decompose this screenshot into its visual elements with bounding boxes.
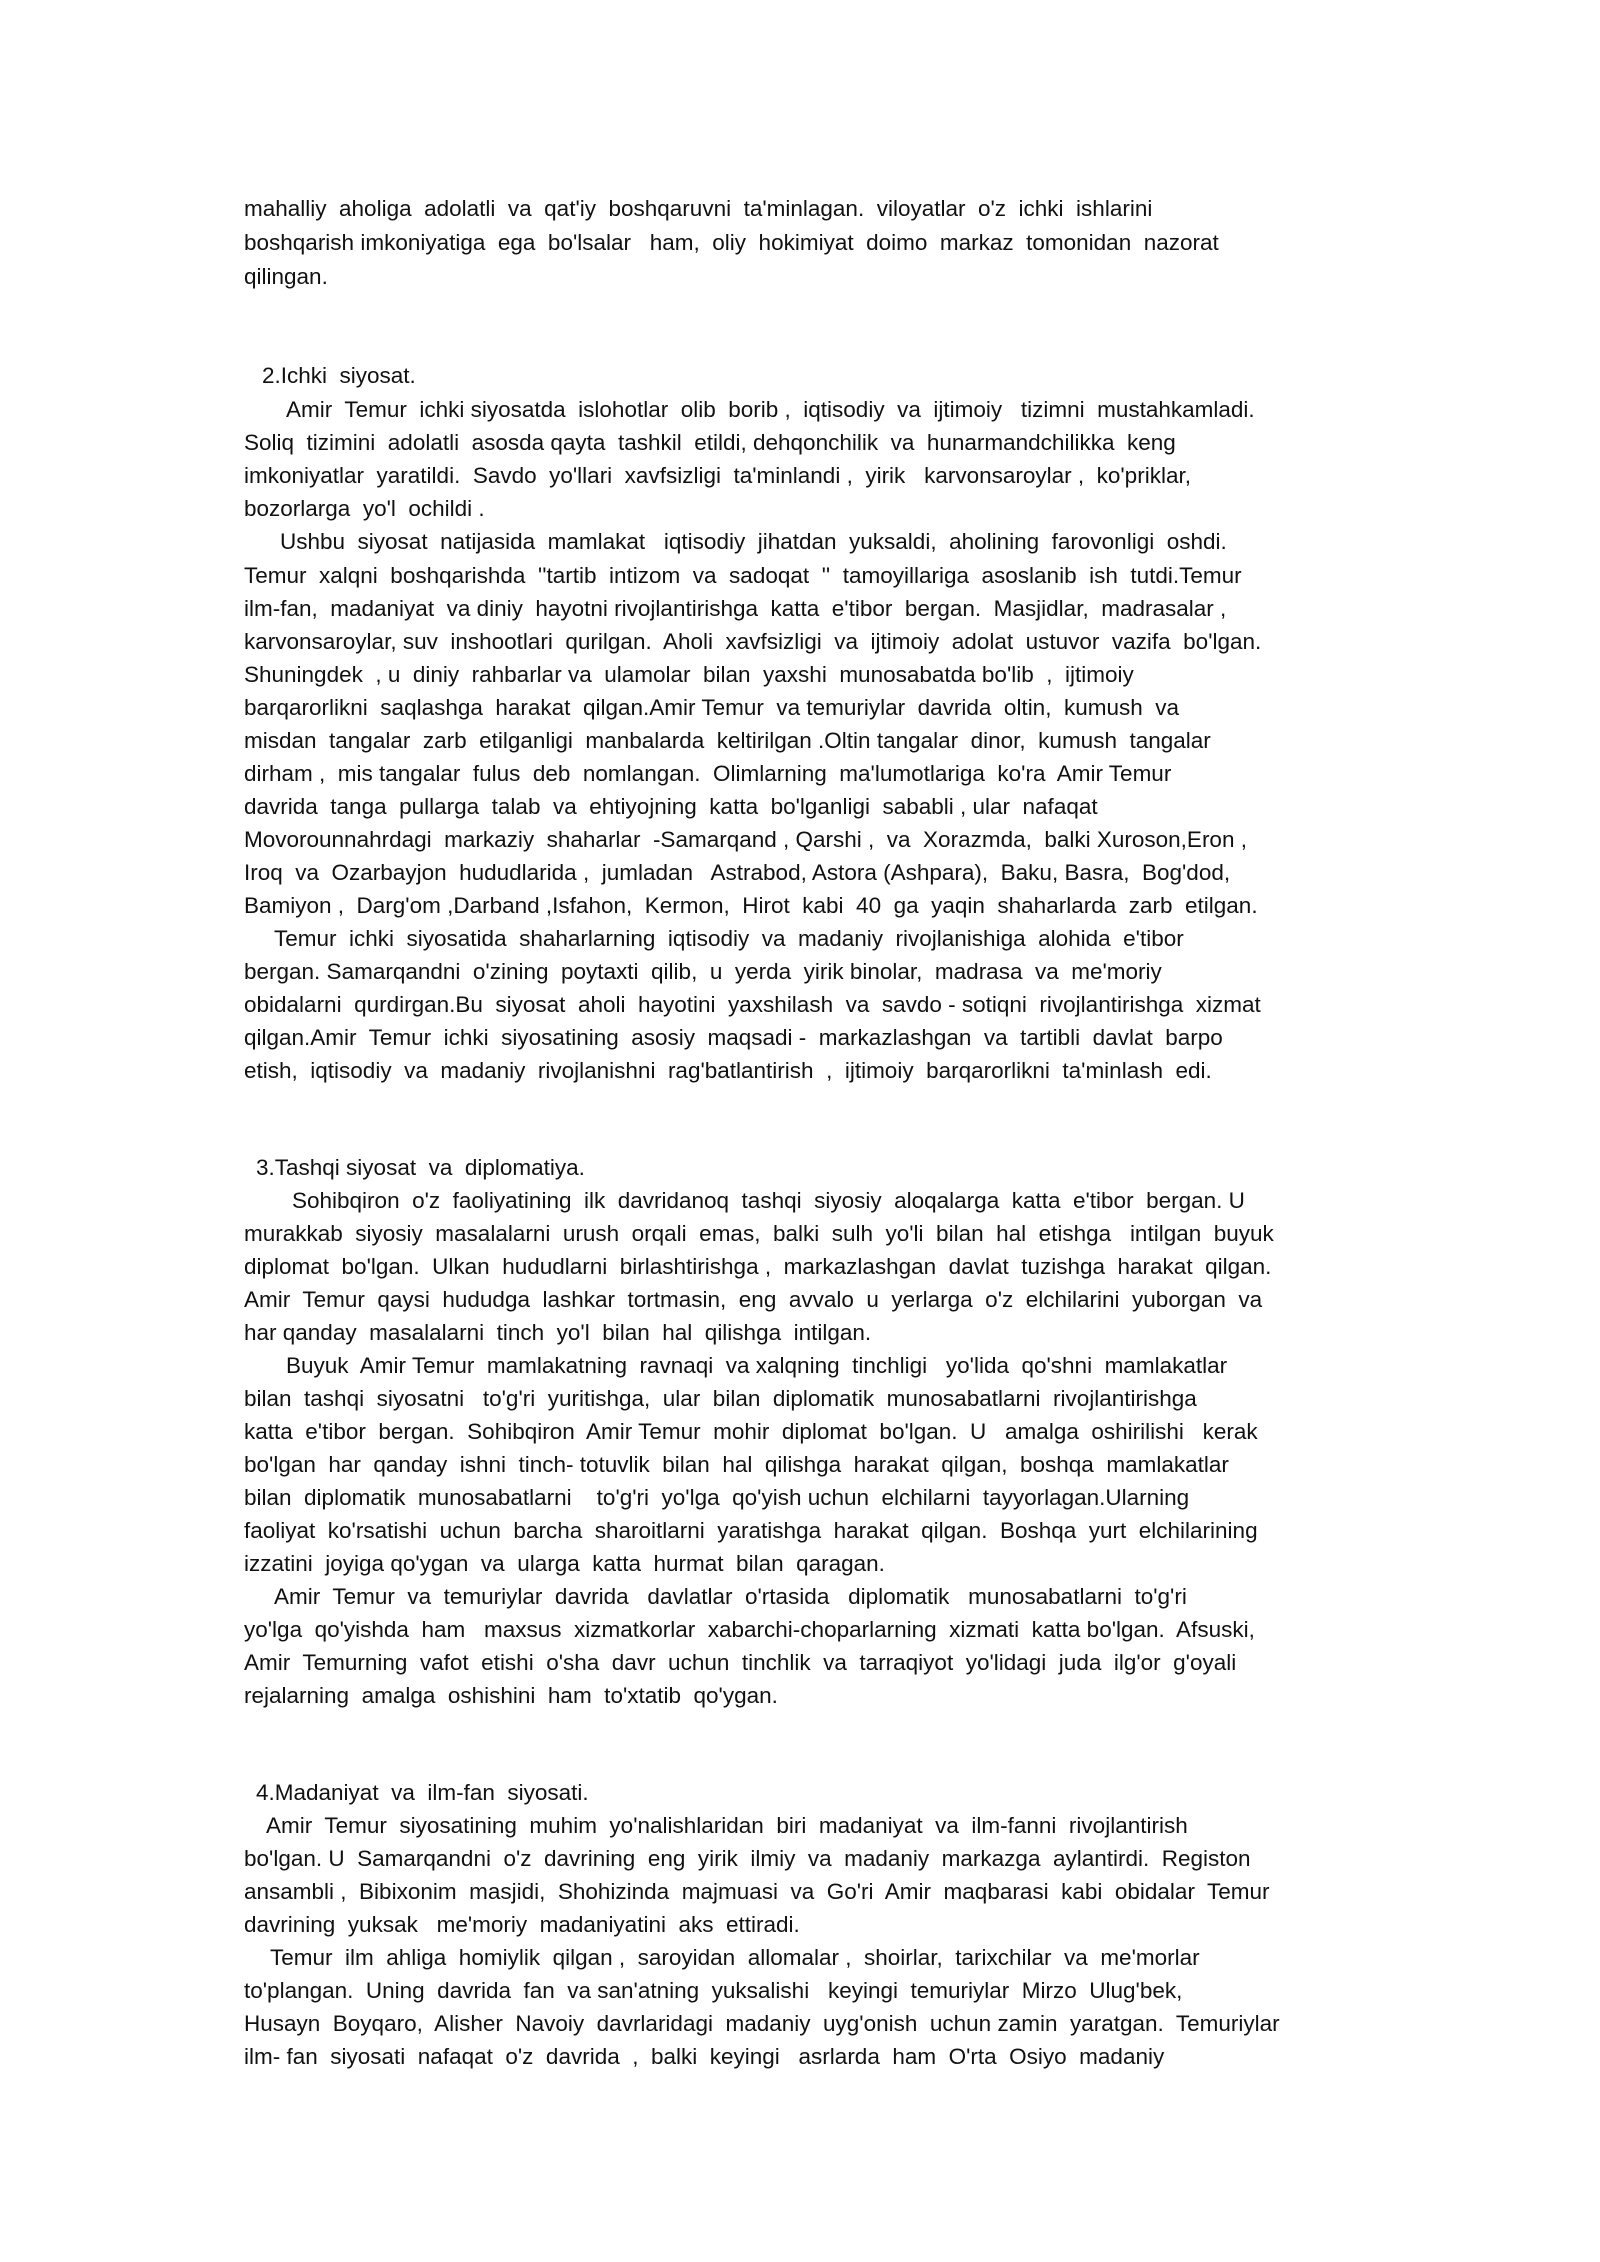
text-line: Amir Temur ichki siyosatda islohotlar olib borib , iqtisodiy va ijtimoiy tizimni mustahkamladi.	[286, 397, 1255, 422]
text-line: bilan diplomatik munosabatlarni to'g'ri yo'lga qo'yish uchun elchilarni tayyorlagan.Ularning	[244, 1485, 1190, 1510]
text-line: to'plangan. Uning davrida fan va san'atning yuksalishi keyingi temuriylar Mirzo Ulug'bek,	[244, 1978, 1183, 2003]
text-line: qilingan.	[244, 264, 328, 289]
section-heading: 2.Ichki siyosat.	[262, 363, 416, 388]
text-line: Bamiyon , Darg'om ,Darband ,Isfahon, Kermon, Hirot kabi 40 ga yaqin shaharlarda zarb etilgan.	[244, 893, 1258, 918]
text-line: ilm-fan, madaniyat va diniy hayotni rivojlantirishga katta e'tibor bergan. Masjidlar, madrasalar ,	[244, 596, 1227, 621]
text-line: faoliyat ko'rsatishi uchun barcha sharoitlarni yaratishga harakat qilgan. Boshqa yurt elchilarining	[244, 1518, 1258, 1543]
text-line: imkoniyatlar yaratildi. Savdo yo'llari xavfsizligi ta'minlandi , yirik karvonsaroylar , ko'priklar,	[244, 463, 1191, 488]
text-line: ilm- fan siyosati nafaqat o'z davrida , balki keyingi asrlarda ham O'rta Osiyo madaniy	[244, 2044, 1165, 2069]
text-line: diplomat bo'lgan. Ulkan hududlarni birlashtirishga , markazlashgan davlat tuzishga harakat qilgan.	[244, 1254, 1272, 1279]
text-line: dirham , mis tangalar fulus deb nomlangan. Olimlarning ma'lumotlariga ko'ra Amir Temur	[244, 761, 1172, 786]
text-line: yo'lga qo'yishda ham maxsus xizmatkorlar xabarchi-choparlarning xizmati katta bo'lgan. Afsuski,	[244, 1617, 1255, 1642]
text-line: murakkab siyosiy masalalarni urush orqali emas, balki sulh yo'li bilan hal etishga intilgan buyuk	[244, 1221, 1274, 1246]
text-line: Amir Temur siyosatining muhim yo'nalishlaridan biri madaniyat va ilm-fanni rivojlantirish	[266, 1813, 1188, 1838]
text-line: bozorlarga yo'l ochildi .	[244, 496, 485, 521]
text-line: barqarorlikni saqlashga harakat qilgan.Amir Temur va temuriylar davrida oltin, kumush va	[244, 695, 1180, 720]
text-line: mahalliy aholiga adolatli va qat'iy boshqaruvni ta'minlagan. viloyatlar o'z ichki ishlarini	[244, 196, 1153, 221]
text-line: Shuningdek , u diniy rahbarlar va ulamolar bilan yaxshi munosabatda bo'lib , ijtimoiy	[244, 662, 1134, 687]
text-line: Temur xalqni boshqarishda ''tartib intizom va sadoqat '' tamoyillariga asoslanib ish tutdi.Temur	[244, 563, 1242, 588]
text-line: qilgan.Amir Temur ichki siyosatining asosiy maqsadi - markazlashgan va tartibli davlat barpo	[244, 1025, 1223, 1050]
text-line: rejalarning amalga oshishini ham to'xtatib qo'ygan.	[244, 1683, 778, 1708]
text-line: bo'lgan. U Samarqandni o'z davrining eng yirik ilmiy va madaniy markazga aylantirdi. Registon	[244, 1846, 1251, 1871]
text-line: Movorounnahrdagi markaziy shaharlar -Samarqand , Qarshi , va Xorazmda, balki Xuroson,Eron ,	[244, 827, 1247, 852]
text-line: Buyuk Amir Temur mamlakatning ravnaqi va xalqning tinchligi yo'lida qo'shni mamlakatlar	[286, 1353, 1228, 1378]
text-line: Amir Temur va temuriylar davrida davlatlar o'rtasida diplomatik munosabatlarni to'g'ri	[274, 1584, 1187, 1609]
text-line: Temur ilm ahliga homiylik qilgan , saroyidan allomalar , shoirlar, tarixchilar va me'morlar	[270, 1945, 1200, 1970]
text-line: katta e'tibor bergan. Sohibqiron Amir Temur mohir diplomat bo'lgan. U amalga oshirilishi kerak	[244, 1419, 1258, 1444]
text-line: karvonsaroylar, suv inshootlari qurilgan. Aholi xavfsizligi va ijtimoiy adolat ustuvor vazifa bo'lgan.	[244, 629, 1262, 654]
text-line: ansambli , Bibixonim masjidi, Shohizinda majmuasi va Go'ri Amir maqbarasi kabi obidalar Temur	[244, 1879, 1270, 1904]
text-line: Amir Temur qaysi hududga lashkar tortmasin, eng avvalo u yerlarga o'z elchilarini yuborgan va	[244, 1287, 1263, 1312]
text-line: boshqarish imkoniyatiga ega bo'lsalar ham, oliy hokimiyat doimo markaz tomonidan nazorat	[244, 230, 1219, 255]
text-line: obidalarni qurdirgan.Bu siyosat aholi hayotini yaxshilash va savdo - sotiqni rivojlantirishga xizmat	[244, 992, 1261, 1017]
text-line: bergan. Samarqandni o'zining poytaxti qilib, u yerda yirik binolar, madrasa va me'moriy	[244, 959, 1162, 984]
text-line: davrining yuksak me'moriy madaniyatini aks ettiradi.	[244, 1912, 800, 1937]
text-line: har qanday masalalarni tinch yo'l bilan hal qilishga intilgan.	[244, 1320, 872, 1345]
text-line: etish, iqtisodiy va madaniy rivojlanishni rag'batlantirish , ijtimoiy barqarorlikni ta'minlash edi.	[244, 1058, 1212, 1083]
text-line: Temur ichki siyosatida shaharlarning iqtisodiy va madaniy rivojlanishiga alohida e'tibor	[274, 926, 1184, 951]
text-line: Amir Temurning vafot etishi o'sha davr uchun tinchlik va tarraqiyot yo'lidagi juda ilg'or g'oyali	[244, 1650, 1237, 1675]
text-line: Sohibqiron o'z faoliyatining ilk davridanoq tashqi siyosiy aloqalarga katta e'tibor bergan. U	[292, 1188, 1245, 1213]
text-line: bilan tashqi siyosatni to'g'ri yuritishga, ular bilan diplomatik munosabatlarni rivojlantirishga	[244, 1386, 1197, 1411]
text-line: izzatini joyiga qo'ygan va ularga katta hurmat bilan qaragan.	[244, 1551, 885, 1576]
text-line: davrida tanga pullarga talab va ehtiyojning katta bo'lganligi sababli , ular nafaqat	[244, 794, 1098, 819]
text-line: Ushbu siyosat natijasida mamlakat iqtisodiy jihatdan yuksaldi, aholining farovonligi oshdi.	[280, 529, 1227, 554]
section-heading: 3.Tashqi siyosat va diplomatiya.	[256, 1155, 585, 1180]
section-heading: 4.Madaniyat va ilm-fan siyosati.	[256, 1780, 589, 1805]
text-line: bo'lgan har qanday ishni tinch- totuvlik bilan hal qilishga harakat qilgan, boshqa mamlakatlar	[244, 1452, 1229, 1477]
text-line: Iroq va Ozarbayjon hududlarida , jumladan Astrabod, Astora (Ashpara), Baku, Basra, Bog'dod,	[244, 860, 1231, 885]
text-line: Husayn Boyqaro, Alisher Navoiy davrlaridagi madaniy uyg'onish uchun zamin yaratgan. Temuriylar	[244, 2011, 1280, 2036]
text-line: Soliq tizimini adolatli asosda qayta tashkil etildi, dehqonchilik va hunarmandchilikka keng	[244, 430, 1176, 455]
text-line: misdan tangalar zarb etilganligi manbalarda keltirilgan .Oltin tangalar dinor, kumush tangalar	[244, 728, 1211, 753]
